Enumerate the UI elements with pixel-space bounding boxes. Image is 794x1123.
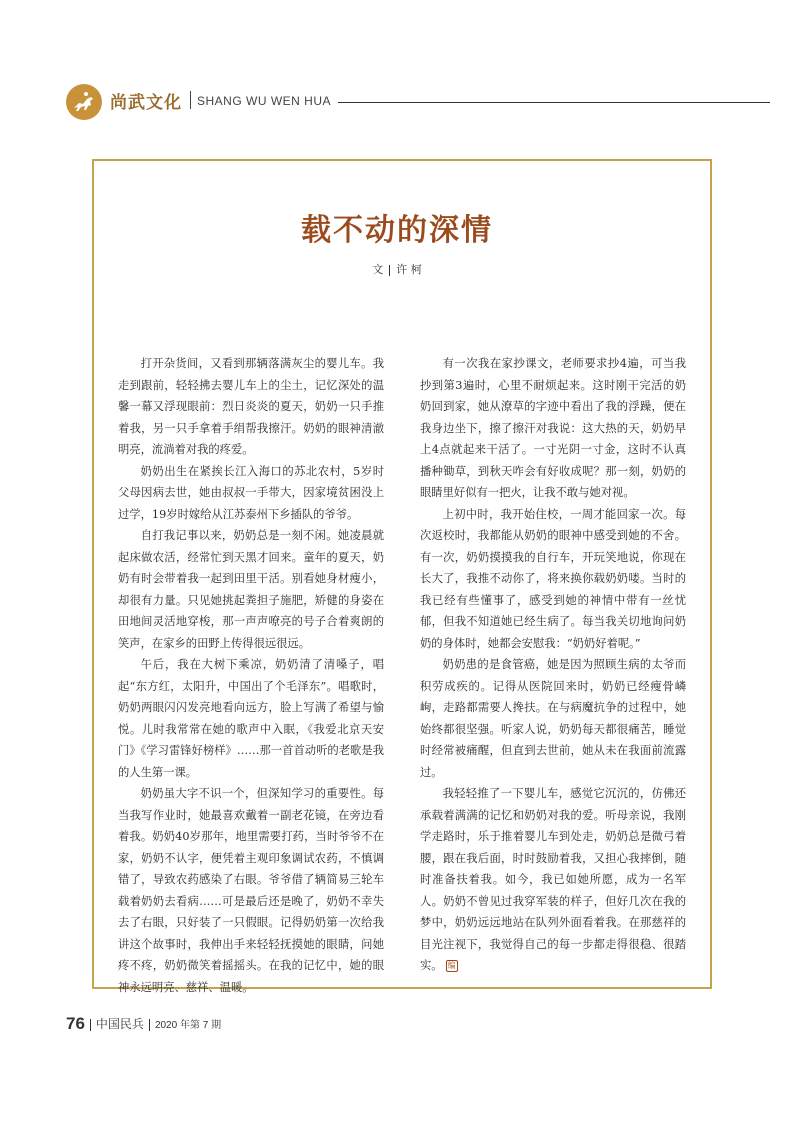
page-number: 76 xyxy=(66,1014,85,1033)
paragraph: 奶奶虽大字不识一个，但深知学习的重要性。每当我写作业时，她最喜欢戴着一副老花镜，在旁边看着我。奶奶40岁那年，地里需要打药，当时爷爷不在家，奶奶不认字，便凭着主观印象调试农药，不慎调错了，导致农药感染了右眼。爷爷借了辆简易三轮车载着奶奶去看病……可是最后还是晚了，奶奶不幸失去了右眼，只好装了一只假眼。记得奶奶第一次给我讲这个故事时，我伸出手来轻轻抚摸她的眼睛，问她疼不疼，奶奶微笑着摇摇头。在我的记忆中，她的眼神永远明亮、慈祥、温暖。 xyxy=(118,787,384,994)
page-header xyxy=(66,82,770,122)
article-column-right xyxy=(420,353,686,977)
paragraph: 奶奶出生在紧挨长江入海口的苏北农村，5岁时父母因病去世，她由叔叔一手带大，因家境贫困没上过学，19岁时嫁给从江苏泰州下乡插队的爷爷。 xyxy=(118,464,384,521)
paragraph-text: 我轻轻推了一下婴儿车，感觉它沉沉的，仿佛还承载着满满的记忆和奶奶对我的爱。听母亲说，我刚学走路时，乐于推着婴儿车到处走，奶奶总是微弓着腰，跟在我后面，时时鼓励着我，又担心我摔倒，随时准备扶着我。如今，我已如她所愿，成为一名军人。奶奶不曾见过我穿军装的样子，但好几次在我的梦中，奶奶远远地站在队列外面看着我。在那慈祥的目光注视下，我觉得自己的每一步都走得很稳、很踏实。 xyxy=(420,787,686,972)
page-footer xyxy=(66,1014,221,1034)
magazine-name: 中国民兵 xyxy=(95,1017,144,1031)
paragraph: 午后，我在大树下乘凉，奶奶清了清嗓子，唱起“东方红，太阳升，中国出了个毛泽东”。唱歌时，奶奶两眼闪闪发亮地看向远方，脸上写满了希望与愉悦。儿时我常常在她的歌声中入眠，《我爱北京天安门》《学习雷锋好榜样》……那一首首动听的老歌是我的人生第一课。 xyxy=(118,658,384,779)
byline-prefix: 文 xyxy=(372,263,384,276)
issue-label: 2020 年第 7 期 xyxy=(154,1020,222,1031)
section-subtitle: SHANG WU WEN HUA xyxy=(197,94,331,108)
end-mark-icon: 编 xyxy=(447,961,456,970)
header-rule xyxy=(338,102,770,103)
paragraph-last xyxy=(420,783,686,977)
footer-divider xyxy=(90,1019,91,1031)
article-title: 载不动的深情 xyxy=(301,213,493,248)
paragraph: 奶奶患的是食管癌，她是因为照顾生病的太爷而积劳成疾的。记得从医院回来时，奶奶已经瘦骨嶙峋，走路都需要人搀扶。在与病魔抗争的过程中，她始终都很坚强。听家人说，奶奶每天都很痛苦，睡觉时经常被痛醒，但直到去世前，她从未在我面前流露过。 xyxy=(420,658,686,779)
article-column-left xyxy=(118,353,384,998)
section-title: 尚武文化 xyxy=(110,93,182,113)
paragraph: 有一次我在家抄课文，老师要求抄4遍，可当我抄到第3遍时，心里不耐烦起来。这时刚干完活的奶奶回到家，她从潦草的字迹中看出了我的浮躁，便在我身边坐下，擦了擦汗对我说：这大热的天，奶奶早上4点就起来干活了。一寸光阴一寸金，这时不认真播种锄草，到秋天咋会有好收成呢？那一刻，奶奶的眼睛里好似有一把火，让我不敢与她对视。 xyxy=(420,357,686,499)
paragraph: 自打我记事以来，奶奶总是一刻不闲。她凌晨就起床做农活，经常忙到天黑才回来。童年的夏天，奶奶有时会带着我一起到田里干活。别看她身材瘦小，却很有力量。只见她挑起粪担子施肥，矫健的身姿在田地间灵活地穿梭，那一声声嘹亮的号子合着爽朗的笑声，在家乡的田野上传得很远很远。 xyxy=(118,529,384,650)
byline xyxy=(0,261,794,277)
paragraph: 打开杂货间，又看到那辆落满灰尘的婴儿车。我走到跟前，轻轻拂去婴儿车上的尘土，记忆深处的温馨一幕又浮现眼前：烈日炎炎的夏天，奶奶一只手推着我，另一只手拿着手绢帮我擦汗。奶奶的眼神清澈明亮，流淌着对我的疼爱。 xyxy=(118,357,384,456)
header-divider xyxy=(190,91,191,109)
paragraph: 上初中时，我开始住校，一周才能回家一次。每次返校时，我都能从奶奶的眼神中感受到她的不舍。有一次，奶奶摸摸我的自行车，开玩笑地说，你现在长大了，我推不动你了，将来换你载奶奶喽。当时的我已经有些懂事了，感受到她的神情中带有一丝忧郁，但我不知道她已经生病了。每当我关切地询问奶奶的身体时，她都会安慰我：“奶奶好着呢。” xyxy=(420,507,686,650)
author-name: 许 柯 xyxy=(396,263,422,276)
byline-divider xyxy=(389,265,390,276)
footer-divider xyxy=(149,1019,150,1031)
horse-rider-logo-icon xyxy=(66,84,102,120)
